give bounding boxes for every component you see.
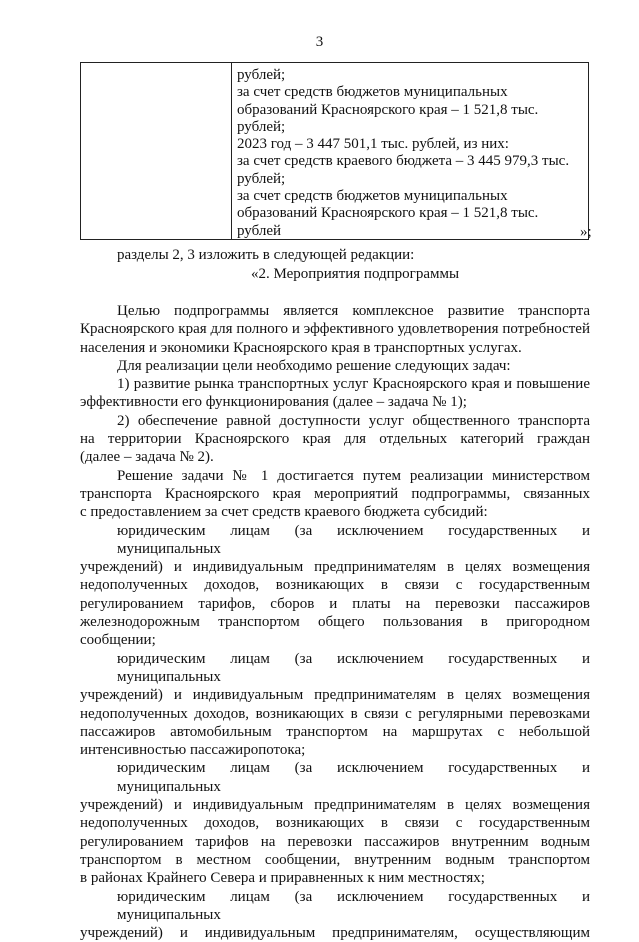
text-line: юридическим лицам (за исключением государственных и муниципальных [80, 522, 590, 559]
text-line: учреждений) и индивидуальным предпринимателям, осуществляющим [80, 924, 590, 942]
text-line: 2) обеспечение равной доступности услуг общественного транспорта [80, 412, 590, 430]
text-line: в районах Крайнего Севера и приравненных к ним местностях; [80, 869, 590, 887]
text-line: интенсивностью пассажиропотока; [80, 741, 590, 759]
text-line: Решение задачи № 1 достигается путем реализации министерством [80, 467, 590, 485]
paragraph [80, 888, 590, 942]
body-paragraphs [80, 302, 590, 942]
text-line: (далее – задача № 2). [80, 448, 590, 466]
table-text-line: рублей; [237, 67, 584, 84]
text-line: учреждений) и индивидуальным предпринимателям в целях возмещения [80, 558, 590, 576]
text-line: недополученных доходов, возникающих в связи с государственным [80, 576, 590, 594]
table-text-line: за счет средств краевого бюджета – 3 445 979,3 тыс. [237, 153, 584, 170]
text-line: пассажиров автомобильным транспортом на маршрутах с небольшой [80, 723, 590, 741]
paragraph [80, 412, 590, 467]
paragraph [80, 650, 590, 760]
financing-table [80, 62, 589, 240]
text-line: 1) развитие рынка транспортных услуг Красноярского края и повышение [80, 375, 590, 393]
text-line: недополученных доходов, возникающих в связи с государственным [80, 814, 590, 832]
text-line: регулированием тарифов, сборов и платы на перевозки пассажиров [80, 595, 590, 613]
text-line: юридическим лицам (за исключением государственных и муниципальных [80, 888, 590, 925]
paragraph [80, 522, 590, 650]
text-line: на территории Красноярского края для отдельных категорий граждан [80, 430, 590, 448]
text-line: транспорта Красноярского края мероприятий подпрограммы, связанных [80, 485, 590, 503]
text-line: Для реализации цели необходимо решение следующих задач: [80, 357, 590, 375]
text-line: учреждений) и индивидуальным предпринимателям в целях возмещения [80, 686, 590, 704]
table-text-line: образований Красноярского края – 1 521,8 тыс. [237, 205, 584, 222]
table-text-line: за счет средств бюджетов муниципальных [237, 188, 584, 205]
paragraph [80, 375, 590, 412]
table-text-line: рублей; [237, 171, 584, 188]
paragraph [80, 357, 590, 375]
text-line: эффективности его функционирования (далее – задача № 1); [80, 393, 590, 411]
text-line: Целью подпрограммы является комплексное развитие транспорта [80, 302, 590, 320]
text-line: сообщении; [80, 631, 590, 649]
section-title: «2. Мероприятия подпрограммы [80, 265, 590, 283]
table-column-divider [231, 63, 232, 239]
text-line: учреждений) и индивидуальным предпринимателям в целях возмещения [80, 796, 590, 814]
text-line: железнодорожным транспортом общего пользования в пригородном [80, 613, 590, 631]
table-text-line: образований Красноярского края – 1 521,8 тыс. [237, 102, 584, 119]
table-text-line: рублей; [237, 119, 584, 136]
text-line: регулированием тарифов на перевозки пассажиров внутренним водным [80, 833, 590, 851]
paragraph [80, 302, 590, 357]
table-text-line: 2023 год – 3 447 501,1 тыс. рублей, из них: [237, 136, 584, 153]
closing-quote: »; [580, 224, 592, 241]
table-cell-funding [237, 67, 584, 240]
text-line: недополученных доходов, возникающих в связи с регулярными перевозками [80, 705, 590, 723]
text-line: транспортом в местном сообщении, внутренним водным транспортом [80, 851, 590, 869]
page-number: 3 [0, 34, 639, 51]
table-text-line: рублей [237, 223, 584, 240]
text-line: с предоставлением за счет средств краевого бюджета субсидий: [80, 503, 590, 521]
text-line: юридическим лицам (за исключением государственных и муниципальных [80, 650, 590, 687]
text-line: Красноярского края для полного и эффективного удовлетворения потребностей [80, 320, 590, 338]
paragraph [80, 467, 590, 522]
intro-line: разделы 2, 3 изложить в следующей редакции: [80, 246, 590, 264]
table-text-line: за счет средств бюджетов муниципальных [237, 84, 584, 101]
text-line: юридическим лицам (за исключением государственных и муниципальных [80, 759, 590, 796]
paragraph [80, 759, 590, 887]
text-line: населения и экономики Красноярского края в транспортных услугах. [80, 339, 590, 357]
